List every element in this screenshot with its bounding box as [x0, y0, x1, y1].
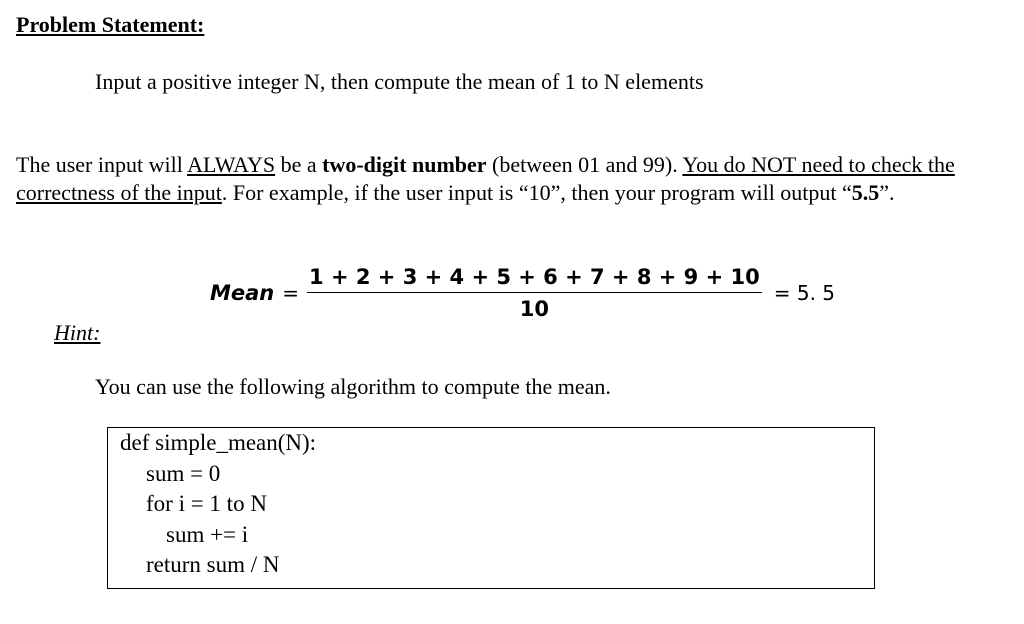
example-output-bold: 5.5 — [851, 180, 880, 205]
formula-numerator: 1 + 2 + 3 + 4 + 5 + 6 + 7 + 8 + 9 + 10 — [307, 265, 762, 293]
code-line-for: for i = 1 to N — [146, 491, 267, 516]
problem-intro-text: Input a positive integer N, then compute the mean of 1 to N elements — [95, 69, 704, 94]
mean-formula — [210, 258, 841, 328]
input-description-paragraph — [16, 151, 1006, 207]
algorithm-intro-text: You can use the following algorithm to compute the mean. — [95, 374, 611, 399]
code-line-sum-add: sum += i — [166, 522, 249, 547]
formula-denominator: 10 — [519, 297, 549, 321]
para-text-2: be a — [275, 152, 323, 177]
para-text-5: ”. — [879, 180, 895, 205]
problem-statement-heading: Problem Statement: — [16, 12, 205, 37]
two-digit-bold: two-digit number — [322, 152, 487, 177]
formula-fraction — [307, 265, 762, 321]
formula-result: = 5. 5 — [773, 281, 836, 305]
para-text-3: (between 01 and 99). — [486, 152, 683, 177]
code-line-return: return sum / N — [146, 552, 280, 577]
always-underlined: ALWAYS — [187, 152, 276, 177]
code-line-sum-init: sum = 0 — [146, 461, 221, 486]
para-text-1: The user input will — [16, 152, 188, 177]
formula-equals: = — [282, 281, 300, 305]
formula-mean-label: Mean — [210, 281, 275, 305]
no-check-underlined: You do NOT need to check the correctness of the input — [16, 152, 955, 205]
para-text-4: . For example, if the user input is “10”, then your program will output “ — [221, 180, 852, 205]
pseudocode-box — [107, 427, 875, 589]
code-line-def: def simple_mean(N): — [120, 430, 317, 455]
hint-label: Hint: — [54, 320, 101, 345]
